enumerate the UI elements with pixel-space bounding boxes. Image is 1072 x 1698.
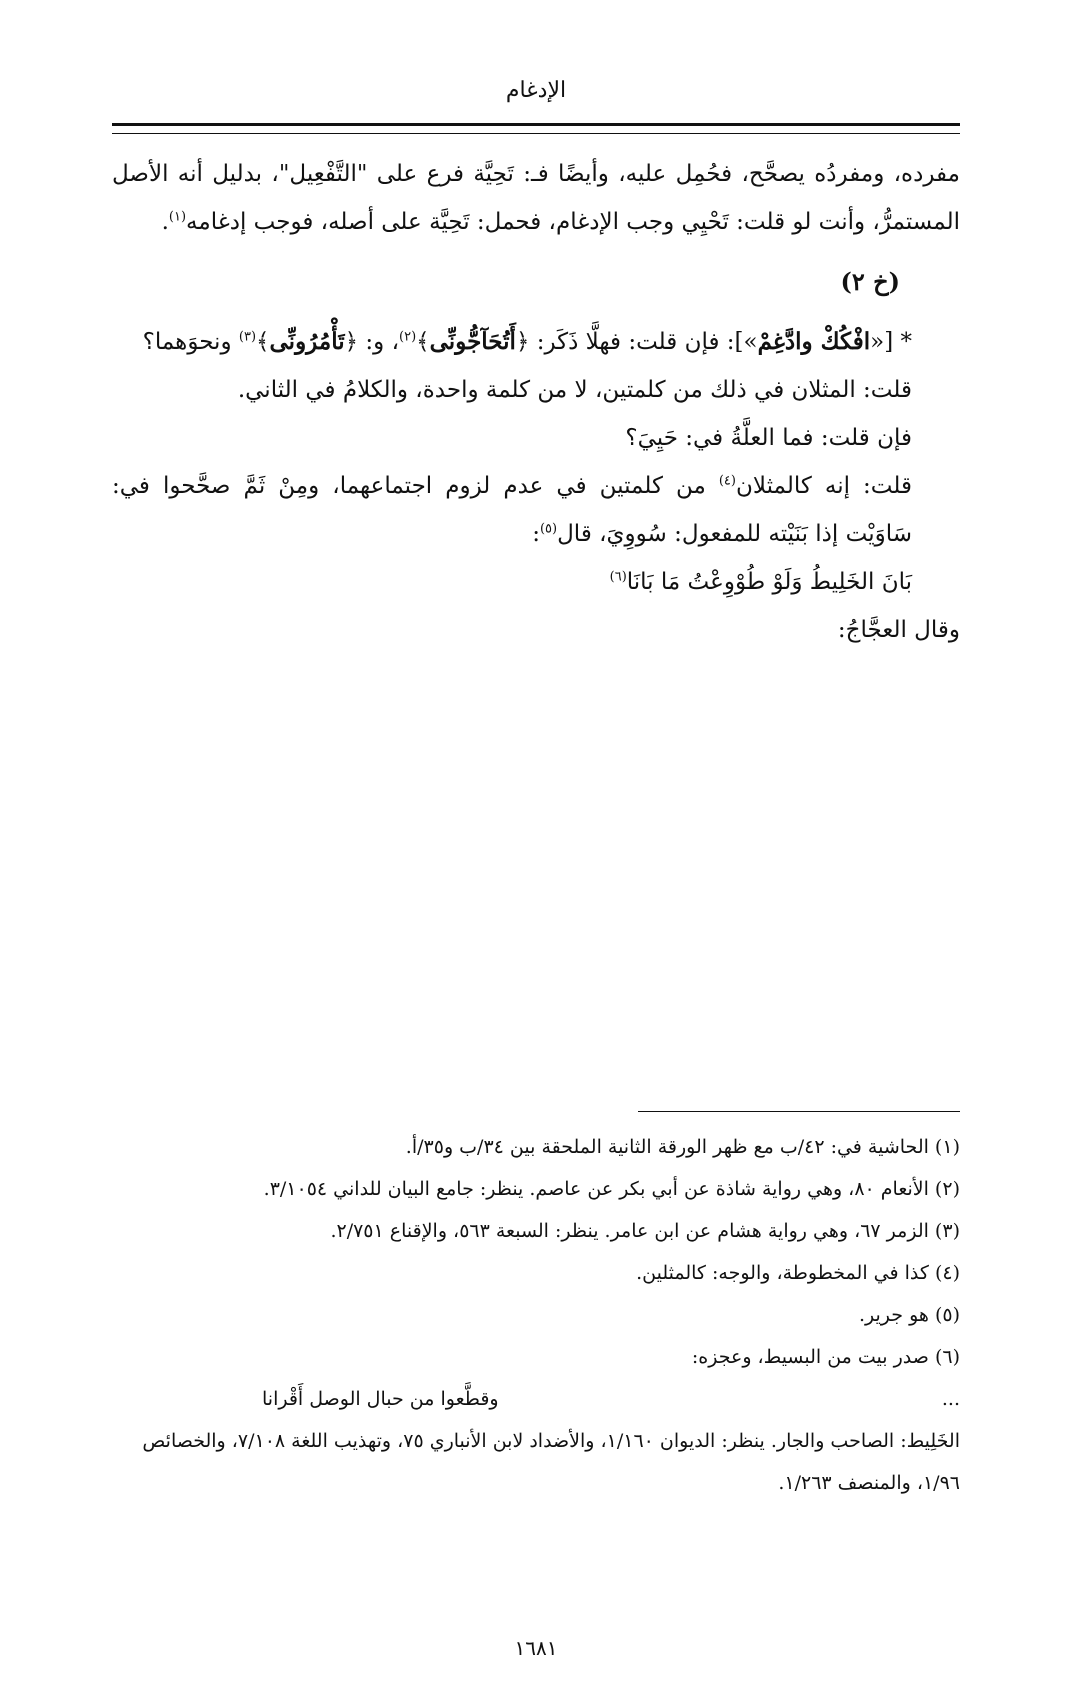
- paragraph-2: * [«افْكُكْ وادَّغِمْ»]: فإن قلت: فهلَّا ذَكَر: ﴿أَتُحَآجُّونِّى﴾$^{(٢)}$، و: ﴿تَأْمُرُونِّى﴾$^{(٣)}$ ونحوَهما؟: [142, 328, 912, 355]
- main-text: [112, 150, 960, 654]
- footnote-5: (٥) هو جرير.: [858, 1304, 960, 1326]
- footnote-1: (١) الحاشية في: ٤٢/ب مع ظهر الورقة الثانية الملحقة بين ٣٤/ب و٣٥/أ.: [405, 1136, 960, 1158]
- footnote-ref-1[interactable]: (١): [168, 209, 187, 225]
- verse-line: بَانَ الخَلِيطُ وَلَوْ طُوْوِعْتُ مَا بَانَا$^{(٦)}$: [609, 569, 912, 595]
- verse-second-half: وقطَّعوا من حبال الوصل أَقْرانا: [262, 1388, 499, 1410]
- footnote-ref-4[interactable]: (٤): [718, 473, 736, 489]
- verse-ellipsis: ...: [941, 1388, 960, 1410]
- footnote-ref-3[interactable]: (٣): [238, 329, 257, 345]
- quran-word-2: تَأْمُرُونِّى: [269, 328, 345, 355]
- paragraph-6: وقال العجَّاجُ:: [837, 617, 960, 643]
- paragraph-3: قلت: المثلان في ذلك من كلمتين، لا من كلمة واحدة، والكلامُ في الثاني.: [237, 377, 912, 403]
- footnote-3: (٣) الزمر ٦٧، وهي رواية هشام عن ابن عامر. ينظر: السبعة ٥٦٣، والإقناع ٢/٧٥١.: [330, 1220, 960, 1242]
- footnotes: [112, 1126, 960, 1504]
- paragraph-4: فإن قلت: فما العلَّةُ في: حَيِيَ؟: [625, 425, 912, 451]
- header-rule-thin: [112, 133, 960, 134]
- page-number: ١٦٨١: [514, 1636, 558, 1660]
- footnote-6: (٦) صدر بيت من البسيط، وعجزه:: [691, 1346, 960, 1368]
- section-marker: (خ ٢): [840, 267, 900, 296]
- footnote-ref-5[interactable]: (٥): [539, 521, 558, 537]
- quran-word-1: أَتُحَآجُّونِّى: [429, 328, 516, 355]
- footnote-ref-6[interactable]: (٦): [609, 569, 627, 585]
- footnote-6-verse: [112, 1378, 960, 1420]
- footnote-4: (٤) كذا في المخطوطة، والوجه: كالمثلين.: [636, 1262, 960, 1284]
- footnote-2: (٢) الأنعام ٨٠، وهي رواية شاذة عن أبي بكر عن عاصم. ينظر: جامع البيان للداني ٣/١٠٥٤.: [263, 1178, 960, 1200]
- running-header: الإدغام: [505, 78, 567, 103]
- header-rule-thick: [112, 123, 960, 126]
- footnote-6-note: الخَلِيط: الصاحب والجار. ينظر: الديوان ١/١٦٠، والأضداد لابن الأنباري ٧٥، وتهذيب اللغة ٧/١٠٨، والخصائص ١/٩٦، والمنصف ١/٢٦٣.: [142, 1430, 960, 1494]
- footnote-ref-2[interactable]: (٢): [399, 329, 417, 345]
- paragraph-1: مفرده، ومفردُه يصحَّح، فحُمِل عليه، وأيضًا فـ: تَحِيَّة فرع على "التَّفْعِيل"، بدليل أنه الأصل المستمرُّ، وأنت لو قلت: تَحْيِي وجب الإدغام، فحمل: تَحِيَّة على أصله، فوجب إدغامه$^{(١)}$.: [112, 161, 960, 235]
- bold-phrase: افْكُكْ وادَّغِمْ: [757, 328, 871, 355]
- footnote-separator: [638, 1111, 960, 1112]
- paragraph-5: قلت: إنه كالمثلان$^{(٤)}$ من كلمتين في عدم لزوم اجتماعهما، ومِنْ ثَمَّ صحَّحوا في: سَاوَيْت إذا بَنَيْته للمفعول: سُووِيَ، قال$^{(٥)}$:: [112, 473, 912, 547]
